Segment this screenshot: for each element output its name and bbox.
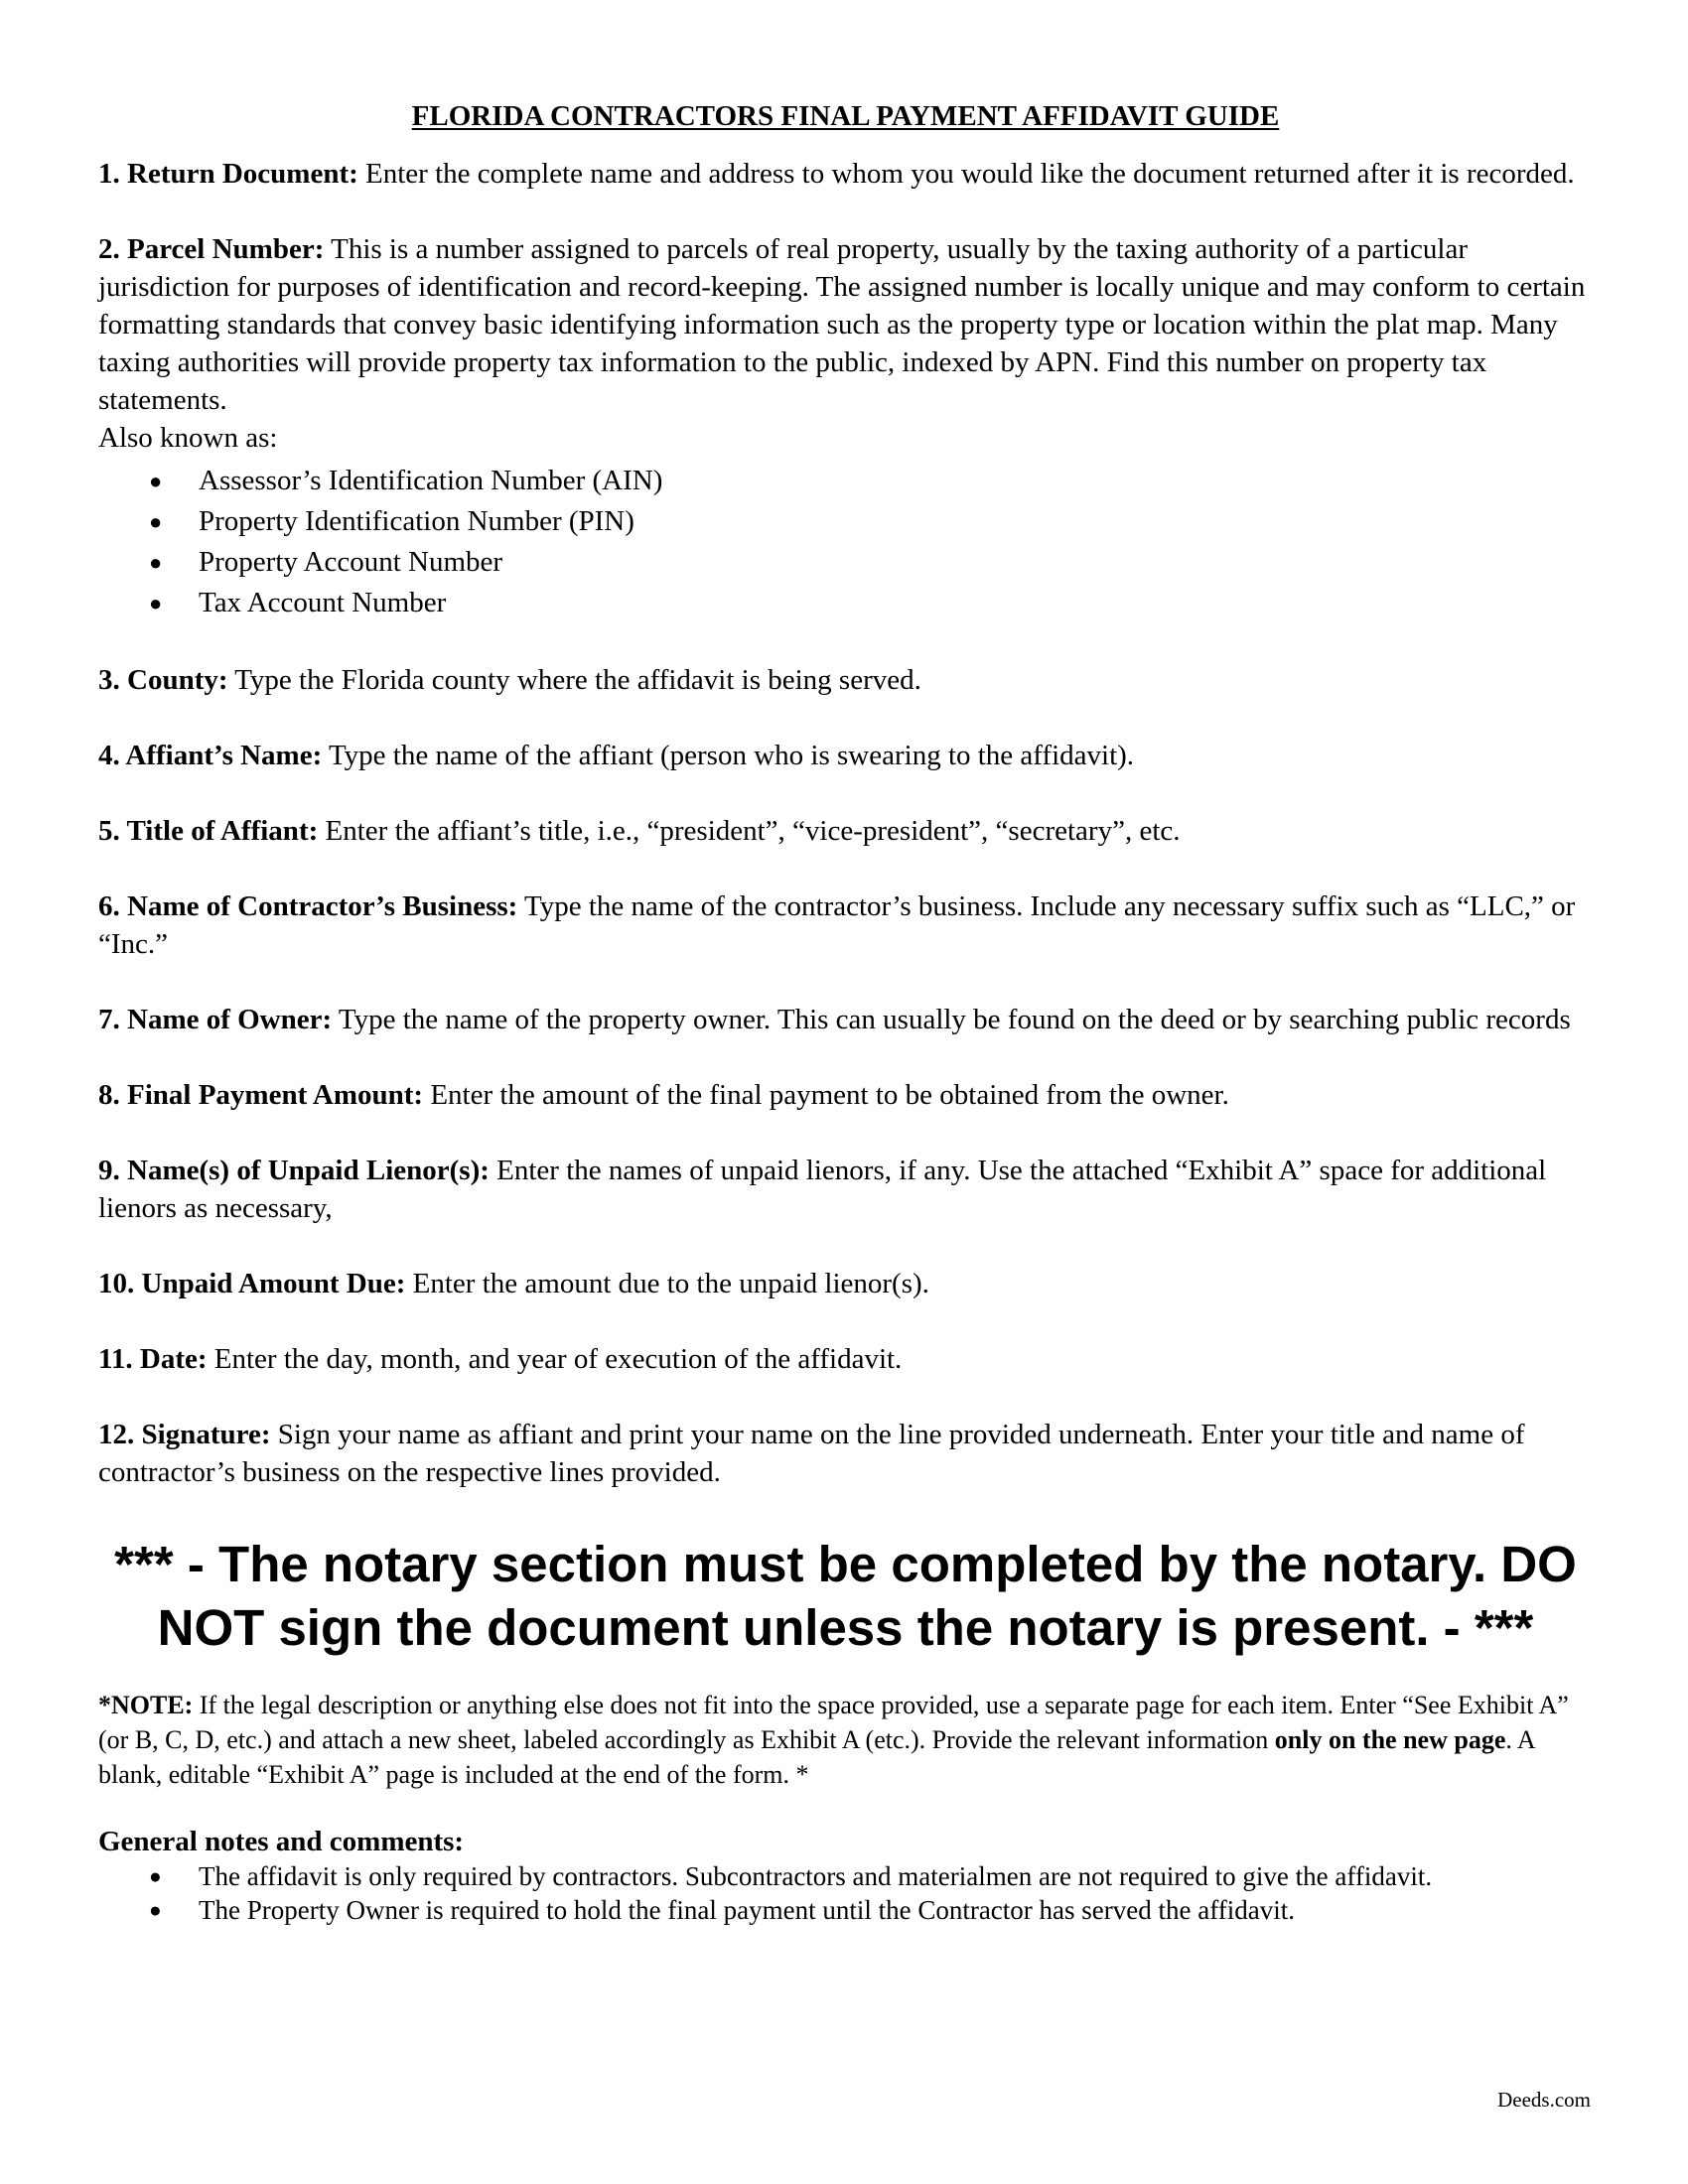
item-unpaid-lienors [98, 1152, 1593, 1227]
item-text: Enter the complete name and address to whom you would like the document returned after it is recorded. [357, 158, 1575, 190]
note-prefix: *NOTE: [98, 1691, 194, 1719]
bullet-icon: ● [149, 509, 163, 534]
item-text: Enter the affiant’s title, i.e., “president”, “vice-president”, “secretary”, etc. [318, 815, 1181, 847]
item-text: Enter the names of unpaid lienors, if any. Use the attached “Exhibit A” space for additional lienors as necessary, [98, 1155, 1547, 1224]
item-parcel-number [98, 230, 1593, 419]
item-label: 2. Parcel Number: [98, 233, 325, 265]
general-notes-list [98, 1859, 1593, 1927]
footer-brand: Deeds.com [1497, 2088, 1591, 2112]
also-known-as-list [98, 461, 1593, 623]
list-item: ● Property Identification Number (PIN) [199, 501, 1593, 542]
item-label: 5. Title of Affiant: [98, 815, 319, 847]
list-item: ● Property Account Number [199, 542, 1593, 583]
item-return-document [98, 155, 1593, 193]
also-known-as-heading: Also known as: [98, 422, 278, 454]
note-emphasis: only on the new page [1274, 1725, 1506, 1754]
general-notes-heading: General notes and comments: [98, 1826, 465, 1857]
bullet-icon: ● [149, 591, 163, 615]
item-contractor-business [98, 887, 1593, 963]
item-label: 8. Final Payment Amount: [98, 1079, 424, 1111]
item-text: Type the Florida county where the affidavit is being served. [227, 664, 921, 696]
bullet-icon: ● [149, 469, 163, 493]
item-name-of-owner [98, 1001, 1593, 1038]
item-final-payment-amount [98, 1076, 1593, 1114]
item-label: 4. Affiant’s Name: [98, 740, 323, 771]
document-title: FLORIDA CONTRACTORS FINAL PAYMENT AFFIDAVIT GUIDE [411, 100, 1280, 132]
exhibit-note: *NOTE: If the legal description or anything else does not fit into the space provided, use a separate page for each item. Enter “See Exhibit A” (or B, C, D, etc.) and attach a new sheet, labeled accordingly as Exhibit A (etc.). Provide the relevant information only on the new page. A blank, editable “Exhibit A” page is included at the end of the form. * [98, 1691, 1569, 1789]
list-item: ● The Property Owner is required to hold the final payment until the Contractor has served the affidavit. [149, 1895, 1295, 1925]
list-item: ● Assessor’s Identification Number (AIN) [199, 461, 1593, 501]
item-label: 11. Date: [98, 1343, 208, 1375]
item-affiant-name [98, 737, 1593, 774]
item-text: Type the name of the affiant (person who is swearing to the affidavit). [322, 740, 1135, 771]
notary-warning: *** - The notary section must be completed by the notary. DO NOT sign the document unless the notary is present. - *** [114, 1536, 1577, 1656]
item-title-of-affiant [98, 812, 1593, 850]
item-label: 7. Name of Owner: [98, 1004, 333, 1035]
item-text: Enter the amount due to the unpaid lienor(s). [405, 1268, 929, 1299]
item-label: 12. Signature: [98, 1419, 271, 1450]
document-page [98, 97, 1593, 1927]
item-label: 6. Name of Contractor’s Business: [98, 890, 518, 922]
item-label: 10. Unpaid Amount Due: [98, 1268, 406, 1299]
item-label: 3. County: [98, 664, 228, 696]
item-unpaid-amount-due [98, 1265, 1593, 1302]
item-signature [98, 1416, 1593, 1491]
item-label: 1. Return Document: [98, 158, 358, 190]
list-item: ● Tax Account Number [199, 583, 1593, 623]
item-county [98, 661, 1593, 699]
item-text: Enter the amount of the final payment to be obtained from the owner. [423, 1079, 1229, 1111]
item-date [98, 1340, 1593, 1378]
item-text: Type the name of the contractor’s business. Include any necessary suffix such as “LLC,” or “Inc.” [98, 890, 1576, 960]
bullet-icon: ● [149, 1898, 162, 1922]
item-text: This is a number assigned to parcels of real property, usually by the taxing authority of a particular jurisdiction for purposes of identification and record-keeping. The assigned number is locally unique and may conform to certain formatting standards that convey basic identifying information such as the property type or location within the plat map. Many taxing authorities will provide property tax information to the public, indexed by APN. Find this number on property tax statements. [98, 233, 1586, 416]
list-item: ● The affidavit is only required by contractors. Subcontractors and materialmen are not required to give the affidavit. [149, 1861, 1433, 1891]
item-text: Sign your name as affiant and print your name on the line provided underneath. Enter your title and name of contractor’s business on the respective lines provided. [98, 1419, 1525, 1488]
item-text: Enter the day, month, and year of execution of the affidavit. [207, 1343, 903, 1375]
bullet-icon: ● [149, 1864, 162, 1888]
item-label: 9. Name(s) of Unpaid Lienor(s): [98, 1155, 490, 1186]
item-text: Type the name of the property owner. This can usually be found on the deed or by searching public records [332, 1004, 1571, 1035]
bullet-icon: ● [149, 550, 163, 575]
